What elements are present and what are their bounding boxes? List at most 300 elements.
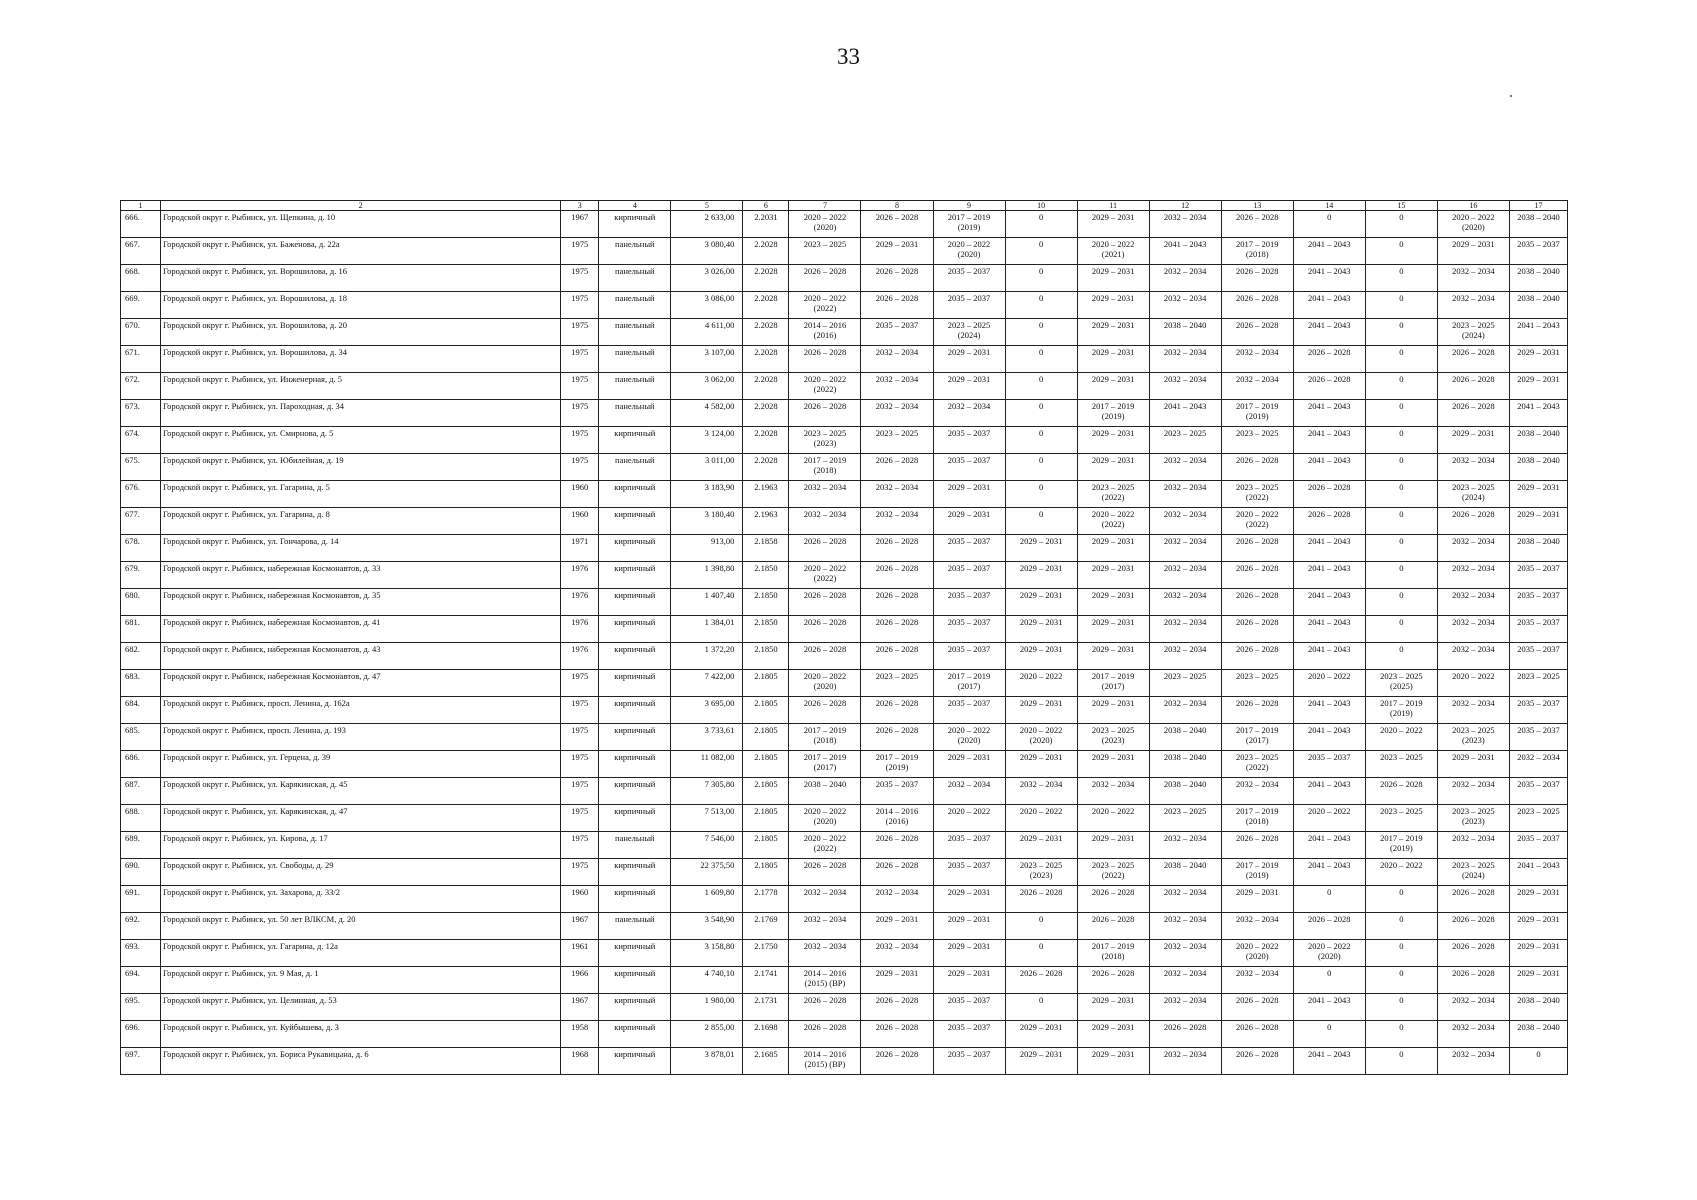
column-number-cell: 15 (1365, 201, 1437, 211)
address-cell: Городской округ г. Рыбинск, ул. Ворошилова, д. 18 (161, 292, 561, 319)
table-cell: 2026 – 2028 (1221, 1048, 1293, 1075)
table-row (121, 562, 1568, 589)
table-cell: 2032 – 2034 (861, 508, 933, 535)
table-cell: панельный (599, 400, 671, 427)
address-cell: Городской округ г. Рыбинск, ул. Карякинская, д. 47 (161, 805, 561, 832)
housing-repair-schedule-table (120, 200, 1568, 1075)
address-cell: Городской округ г. Рыбинск, набережная Космонавтов, д. 33 (161, 562, 561, 589)
table-cell: кирпичный (599, 751, 671, 778)
address-cell: Городской округ г. Рыбинск, ул. Захарова, д. 33/2 (161, 886, 561, 913)
table-cell: 2.1741 (743, 967, 789, 994)
column-number-header-row (121, 201, 1568, 211)
address-cell: Городской округ г. Рыбинск, ул. Гончарова, д. 14 (161, 535, 561, 562)
table-cell: 2023 – 2025 (861, 427, 933, 454)
table-cell: 0 (1365, 373, 1437, 400)
address-cell: Городской округ г. Рыбинск, набережная Космонавтов, д. 43 (161, 643, 561, 670)
table-cell: 0 (1365, 481, 1437, 508)
table-cell: 2.1805 (743, 805, 789, 832)
table-cell: кирпичный (599, 724, 671, 751)
table-cell: 0 (1293, 211, 1365, 238)
table-cell: 2.2028 (743, 346, 789, 373)
table-cell: 0 (1005, 481, 1077, 508)
table-cell: 2029 – 2031 (861, 967, 933, 994)
table-cell: 2020 – 2022 (2020) (1221, 940, 1293, 967)
table-cell: 2032 – 2034 (1437, 697, 1509, 724)
table-row (121, 211, 1568, 238)
table-cell: 2035 – 2037 (861, 319, 933, 346)
table-cell: 2032 – 2034 (1437, 778, 1509, 805)
table-cell: 2029 – 2031 (1077, 697, 1149, 724)
table-cell: 0 (1005, 454, 1077, 481)
table-cell: 2014 – 2016 (2016) (861, 805, 933, 832)
table-cell: 2038 – 2040 (1509, 994, 1567, 1021)
table-cell: 2029 – 2031 (1077, 562, 1149, 589)
table-cell: 2023 – 2025 (2024) (1437, 319, 1509, 346)
table-cell: 0 (1005, 265, 1077, 292)
address-cell: Городской округ г. Рыбинск, ул. Смирнова, д. 5 (161, 427, 561, 454)
table-cell: 2032 – 2034 (1437, 292, 1509, 319)
column-number-cell: 6 (743, 201, 789, 211)
table-cell: 2017 – 2019 (2018) (1221, 238, 1293, 265)
table-cell: 2 633,00 (671, 211, 743, 238)
address-cell: Городской округ г. Рыбинск, ул. Инженерная, д. 5 (161, 373, 561, 400)
table-cell: 2035 – 2037 (933, 832, 1005, 859)
table-cell: 0 (1365, 616, 1437, 643)
table-cell: 1975 (561, 400, 599, 427)
table-cell: 0 (1365, 292, 1437, 319)
table-cell: 2029 – 2031 (1077, 373, 1149, 400)
table-cell: 2041 – 2043 (1293, 994, 1365, 1021)
table-cell: 2023 – 2025 (861, 670, 933, 697)
table-cell: 2032 – 2034 (1149, 940, 1221, 967)
table-row (121, 292, 1568, 319)
table-cell: 2026 – 2028 (1221, 643, 1293, 670)
table-cell: 2026 – 2028 (1005, 967, 1077, 994)
table-cell: 2.2028 (743, 400, 789, 427)
table-cell: 1976 (561, 643, 599, 670)
table-cell: 2026 – 2028 (1221, 1021, 1293, 1048)
table-cell: 7 546,00 (671, 832, 743, 859)
table-cell: 7 513,00 (671, 805, 743, 832)
column-number-cell: 8 (861, 201, 933, 211)
table-cell: 2026 – 2028 (789, 265, 861, 292)
column-number-cell: 11 (1077, 201, 1149, 211)
table-cell: 2017 – 2019 (2018) (789, 454, 861, 481)
table-cell: кирпичный (599, 562, 671, 589)
table-cell: 0 (1005, 211, 1077, 238)
table-cell: 2032 – 2034 (1149, 589, 1221, 616)
table-cell: 2020 – 2022 (1365, 724, 1437, 751)
table-cell: 2041 – 2043 (1293, 643, 1365, 670)
table-cell: 2041 – 2043 (1293, 427, 1365, 454)
table-cell: 2032 – 2034 (1149, 508, 1221, 535)
table-cell: 0 (1365, 1021, 1437, 1048)
table-cell: 2026 – 2028 (861, 454, 933, 481)
table-cell: 2023 – 2025 (1149, 670, 1221, 697)
address-cell: Городской округ г. Рыбинск, ул. Пароходная, д. 34 (161, 400, 561, 427)
table-cell: 2032 – 2034 (1437, 1048, 1509, 1075)
table-cell: 2035 – 2037 (1509, 832, 1567, 859)
table-cell: 2023 – 2025 (2022) (1077, 859, 1149, 886)
table-cell: 2032 – 2034 (1149, 373, 1221, 400)
table-cell: 2026 – 2028 (1437, 886, 1509, 913)
table-cell: кирпичный (599, 211, 671, 238)
table-cell: 3 124,00 (671, 427, 743, 454)
table-cell: 7 422,00 (671, 670, 743, 697)
table-cell: 2.1698 (743, 1021, 789, 1048)
table-cell: 2029 – 2031 (1077, 1048, 1149, 1075)
table-cell: 2017 – 2019 (2019) (1077, 400, 1149, 427)
table-cell: 2029 – 2031 (1509, 508, 1567, 535)
table-cell: 1975 (561, 427, 599, 454)
table-cell: 1975 (561, 724, 599, 751)
row-number-cell: 675. (121, 454, 161, 481)
table-cell: 2026 – 2028 (1437, 346, 1509, 373)
table-row (121, 832, 1568, 859)
table-cell: 2032 – 2034 (1149, 643, 1221, 670)
table-cell: 2032 – 2034 (1149, 1048, 1221, 1075)
table-cell: 2035 – 2037 (933, 535, 1005, 562)
table-cell: 2038 – 2040 (1509, 1021, 1567, 1048)
table-cell: 2032 – 2034 (861, 373, 933, 400)
table-cell: 2029 – 2031 (1077, 1021, 1149, 1048)
table-cell: кирпичный (599, 508, 671, 535)
row-number-cell: 683. (121, 670, 161, 697)
table-cell: 2041 – 2043 (1149, 238, 1221, 265)
address-cell: Городской округ г. Рыбинск, ул. Ворошилова, д. 16 (161, 265, 561, 292)
table-cell: кирпичный (599, 940, 671, 967)
row-number-cell: 695. (121, 994, 161, 1021)
table-cell: 2026 – 2028 (861, 616, 933, 643)
table-cell: 2032 – 2034 (1149, 292, 1221, 319)
table-cell: 2.2028 (743, 373, 789, 400)
table-cell: 2017 – 2019 (2018) (1221, 805, 1293, 832)
table-cell: 2029 – 2031 (1005, 616, 1077, 643)
table-cell: 2041 – 2043 (1293, 778, 1365, 805)
table-cell: 1975 (561, 805, 599, 832)
table-cell: 2035 – 2037 (933, 1048, 1005, 1075)
table-cell: 2035 – 2037 (933, 994, 1005, 1021)
table-cell: 0 (1005, 373, 1077, 400)
table-cell: 0 (1365, 913, 1437, 940)
table-cell: 2032 – 2034 (789, 913, 861, 940)
table-cell: 2035 – 2037 (933, 1021, 1005, 1048)
table-cell: 2020 – 2022 (2021) (1077, 238, 1149, 265)
table-cell: 2023 – 2025 (1221, 427, 1293, 454)
table-cell: 1 372,20 (671, 643, 743, 670)
table-cell: панельный (599, 238, 671, 265)
table-cell: кирпичный (599, 427, 671, 454)
table-cell: 2.1850 (743, 589, 789, 616)
table-cell: панельный (599, 346, 671, 373)
table-cell: 0 (1005, 346, 1077, 373)
row-number-cell: 677. (121, 508, 161, 535)
table-cell: 2032 – 2034 (1005, 778, 1077, 805)
column-number-cell: 2 (161, 201, 561, 211)
row-number-cell: 666. (121, 211, 161, 238)
table-cell: 2026 – 2028 (1077, 886, 1149, 913)
table-cell: 2035 – 2037 (933, 697, 1005, 724)
table-cell: 7 305,80 (671, 778, 743, 805)
table-cell: 2041 – 2043 (1293, 400, 1365, 427)
table-cell: 2026 – 2028 (1221, 589, 1293, 616)
table-cell: 2026 – 2028 (789, 346, 861, 373)
table-cell: 2032 – 2034 (1149, 697, 1221, 724)
table-cell: 2023 – 2025 (2025) (1365, 670, 1437, 697)
table-cell: 2032 – 2034 (1437, 832, 1509, 859)
table-row (121, 238, 1568, 265)
table-cell: 2032 – 2034 (1437, 562, 1509, 589)
table-cell: 2020 – 2022 (1365, 859, 1437, 886)
table-cell: 0 (1005, 427, 1077, 454)
table-cell: 3 183,90 (671, 481, 743, 508)
table-cell: 2026 – 2028 (1221, 454, 1293, 481)
row-number-cell: 676. (121, 481, 161, 508)
table-cell: 1976 (561, 616, 599, 643)
address-cell: Городской округ г. Рыбинск, набережная Космонавтов, д. 47 (161, 670, 561, 697)
table-cell: 2020 – 2022 (2020) (933, 724, 1005, 751)
table-cell: 2029 – 2031 (1509, 886, 1567, 913)
table-cell: 2.1805 (743, 778, 789, 805)
table-cell: 2041 – 2043 (1293, 697, 1365, 724)
table-cell: 2026 – 2028 (1149, 1021, 1221, 1048)
table-cell: 2026 – 2028 (861, 1048, 933, 1075)
table-cell: 2041 – 2043 (1293, 859, 1365, 886)
table-cell: 2032 – 2034 (1149, 967, 1221, 994)
table-cell: 2023 – 2025 (1149, 427, 1221, 454)
table-row (121, 346, 1568, 373)
table-cell: 1975 (561, 346, 599, 373)
table-cell: 2032 – 2034 (1149, 481, 1221, 508)
table-cell: 2.1769 (743, 913, 789, 940)
table-cell: 2029 – 2031 (1509, 940, 1567, 967)
table-cell: 2020 – 2022 (2020) (789, 211, 861, 238)
table-row (121, 643, 1568, 670)
table-cell: 2014 – 2016 (2016) (789, 319, 861, 346)
table-cell: 2041 – 2043 (1293, 616, 1365, 643)
table-row (121, 1021, 1568, 1048)
table-cell: 2029 – 2031 (1077, 616, 1149, 643)
table-cell: 2029 – 2031 (1077, 427, 1149, 454)
row-number-cell: 667. (121, 238, 161, 265)
table-cell: 2020 – 2022 (2022) (789, 832, 861, 859)
table-cell: 2026 – 2028 (1221, 292, 1293, 319)
table-cell: 3 080,40 (671, 238, 743, 265)
table-cell: 0 (1365, 535, 1437, 562)
table-cell: 2035 – 2037 (1509, 724, 1567, 751)
table-cell: 0 (1365, 265, 1437, 292)
table-cell: 2026 – 2028 (1293, 913, 1365, 940)
table-cell: 2026 – 2028 (1221, 562, 1293, 589)
table-cell: 0 (1365, 886, 1437, 913)
table-cell: 2038 – 2040 (1509, 454, 1567, 481)
column-number-cell: 10 (1005, 201, 1077, 211)
table-cell: 2032 – 2034 (933, 778, 1005, 805)
table-cell: 2020 – 2022 (2022) (789, 292, 861, 319)
row-number-cell: 686. (121, 751, 161, 778)
table-cell: 2032 – 2034 (1437, 454, 1509, 481)
table-cell: 0 (1293, 886, 1365, 913)
table-row (121, 373, 1568, 400)
table-cell: 2023 – 2025 (789, 238, 861, 265)
table-cell: 2032 – 2034 (1149, 994, 1221, 1021)
table-cell: 2023 – 2025 (2023) (1437, 724, 1509, 751)
table-cell: 2032 – 2034 (1149, 832, 1221, 859)
table-cell: 2032 – 2034 (1437, 994, 1509, 1021)
table-cell: кирпичный (599, 967, 671, 994)
table-cell: 2026 – 2028 (1437, 940, 1509, 967)
table-cell: 3 062,00 (671, 373, 743, 400)
table-row (121, 400, 1568, 427)
table-cell: 2.1685 (743, 1048, 789, 1075)
table-cell: 2029 – 2031 (1005, 1048, 1077, 1075)
table-cell: 1967 (561, 913, 599, 940)
table-cell: 0 (1365, 238, 1437, 265)
table-cell: 1975 (561, 319, 599, 346)
table-cell: 2035 – 2037 (1509, 562, 1567, 589)
column-number-cell: 9 (933, 201, 1005, 211)
row-number-cell: 678. (121, 535, 161, 562)
table-cell: 2029 – 2031 (1077, 454, 1149, 481)
table-cell: 2026 – 2028 (789, 1021, 861, 1048)
table-cell: 2029 – 2031 (1509, 913, 1567, 940)
row-number-cell: 693. (121, 940, 161, 967)
table-cell: 2026 – 2028 (861, 535, 933, 562)
table-cell: 2029 – 2031 (1509, 481, 1567, 508)
table-cell: 2029 – 2031 (1077, 589, 1149, 616)
table-cell: 2032 – 2034 (789, 886, 861, 913)
column-number-cell: 13 (1221, 201, 1293, 211)
table-cell: 2032 – 2034 (1437, 589, 1509, 616)
table-cell: панельный (599, 454, 671, 481)
table-cell: 2029 – 2031 (1005, 751, 1077, 778)
table-cell: 2020 – 2022 (1005, 670, 1077, 697)
table-cell: 2020 – 2022 (2022) (1221, 508, 1293, 535)
table-cell: 1971 (561, 535, 599, 562)
table-cell: 2038 – 2040 (1509, 292, 1567, 319)
table-cell: 1967 (561, 994, 599, 1021)
table-cell: 2038 – 2040 (1509, 535, 1567, 562)
table-cell: 2032 – 2034 (1149, 211, 1221, 238)
table-row (121, 319, 1568, 346)
table-cell: 2029 – 2031 (1077, 643, 1149, 670)
table-cell: 2035 – 2037 (933, 589, 1005, 616)
row-number-cell: 681. (121, 616, 161, 643)
table-cell: 2026 – 2028 (1437, 913, 1509, 940)
table-cell: 2029 – 2031 (1077, 832, 1149, 859)
table-cell: 2.2028 (743, 265, 789, 292)
table-cell: 2029 – 2031 (861, 913, 933, 940)
table-cell: 2032 – 2034 (1149, 454, 1221, 481)
table-cell: 1975 (561, 697, 599, 724)
table-cell: кирпичный (599, 697, 671, 724)
table-cell: 2023 – 2025 (2023) (1437, 805, 1509, 832)
table-cell: 3 548,90 (671, 913, 743, 940)
table-cell: 2032 – 2034 (1509, 751, 1567, 778)
row-number-cell: 692. (121, 913, 161, 940)
table-cell: 2032 – 2034 (861, 346, 933, 373)
table-cell: 2038 – 2040 (1149, 319, 1221, 346)
table-cell: 2.2028 (743, 292, 789, 319)
table-cell: 2017 – 2019 (2017) (1077, 670, 1149, 697)
table-cell: 2038 – 2040 (1149, 724, 1221, 751)
table-cell: 2014 – 2016 (2015) (ВР) (789, 1048, 861, 1075)
table-cell: 0 (1365, 319, 1437, 346)
table-cell: 1 407,40 (671, 589, 743, 616)
column-number-cell: 12 (1149, 201, 1221, 211)
table-row (121, 535, 1568, 562)
table-cell: 2023 – 2025 (2023) (1077, 724, 1149, 751)
table-cell: 1 398,80 (671, 562, 743, 589)
table-cell: 2017 – 2019 (2019) (861, 751, 933, 778)
table-cell: 2032 – 2034 (1221, 778, 1293, 805)
table-cell: 2.2028 (743, 238, 789, 265)
table-cell: 2032 – 2034 (1437, 265, 1509, 292)
table-cell: 2032 – 2034 (1221, 346, 1293, 373)
address-cell: Городской округ г. Рыбинск, набережная Космонавтов, д. 35 (161, 589, 561, 616)
table-cell: 2020 – 2022 (2020) (789, 805, 861, 832)
table-cell: 1968 (561, 1048, 599, 1075)
table-row (121, 481, 1568, 508)
table-cell: 2029 – 2031 (1005, 832, 1077, 859)
address-cell: Городской округ г. Рыбинск, просп. Ленина, д. 162а (161, 697, 561, 724)
table-cell: 2026 – 2028 (1221, 697, 1293, 724)
table-cell: 1975 (561, 292, 599, 319)
table-cell: 2035 – 2037 (1509, 238, 1567, 265)
table-cell: 2041 – 2043 (1149, 400, 1221, 427)
table-cell: 2032 – 2034 (1077, 778, 1149, 805)
table-row (121, 508, 1568, 535)
table-cell: 2026 – 2028 (861, 724, 933, 751)
table-cell: 1975 (561, 670, 599, 697)
table-cell: 2020 – 2022 (2020) (1293, 940, 1365, 967)
table-cell: 2023 – 2025 (2024) (1437, 481, 1509, 508)
table-cell: 2020 – 2022 (2020) (789, 670, 861, 697)
table-cell: 2038 – 2040 (789, 778, 861, 805)
table-cell: 0 (1365, 211, 1437, 238)
table-cell: 2026 – 2028 (861, 697, 933, 724)
table-cell: 2017 – 2019 (2018) (789, 724, 861, 751)
table-cell: 2035 – 2037 (1509, 643, 1567, 670)
table-cell: 2035 – 2037 (933, 292, 1005, 319)
table-cell: 2026 – 2028 (861, 562, 933, 589)
table-cell: 2026 – 2028 (789, 616, 861, 643)
table-cell: 2029 – 2031 (1005, 535, 1077, 562)
address-cell: Городской округ г. Рыбинск, ул. Герцена, д. 39 (161, 751, 561, 778)
table-cell: кирпичный (599, 886, 671, 913)
table-cell: 2026 – 2028 (789, 643, 861, 670)
table-cell: 2.1805 (743, 697, 789, 724)
table-cell: 2026 – 2028 (1221, 535, 1293, 562)
table-cell: 2026 – 2028 (1005, 886, 1077, 913)
row-number-cell: 672. (121, 373, 161, 400)
table-cell: 2020 – 2022 (2020) (1005, 724, 1077, 751)
table-cell: 2035 – 2037 (933, 616, 1005, 643)
table-cell: 2032 – 2034 (861, 940, 933, 967)
table-cell: 2029 – 2031 (1005, 643, 1077, 670)
table-cell: 0 (1365, 589, 1437, 616)
table-cell: 2023 – 2025 (1221, 670, 1293, 697)
table-cell: 2041 – 2043 (1293, 265, 1365, 292)
address-cell: Городской округ г. Рыбинск, просп. Ленина, д. 193 (161, 724, 561, 751)
table-row (121, 805, 1568, 832)
table-cell: 2035 – 2037 (933, 454, 1005, 481)
table-cell: 2041 – 2043 (1293, 589, 1365, 616)
table-cell: 2032 – 2034 (1221, 967, 1293, 994)
table-cell: 2026 – 2028 (1293, 346, 1365, 373)
table-cell: 2035 – 2037 (1509, 589, 1567, 616)
table-cell: 2.1805 (743, 751, 789, 778)
